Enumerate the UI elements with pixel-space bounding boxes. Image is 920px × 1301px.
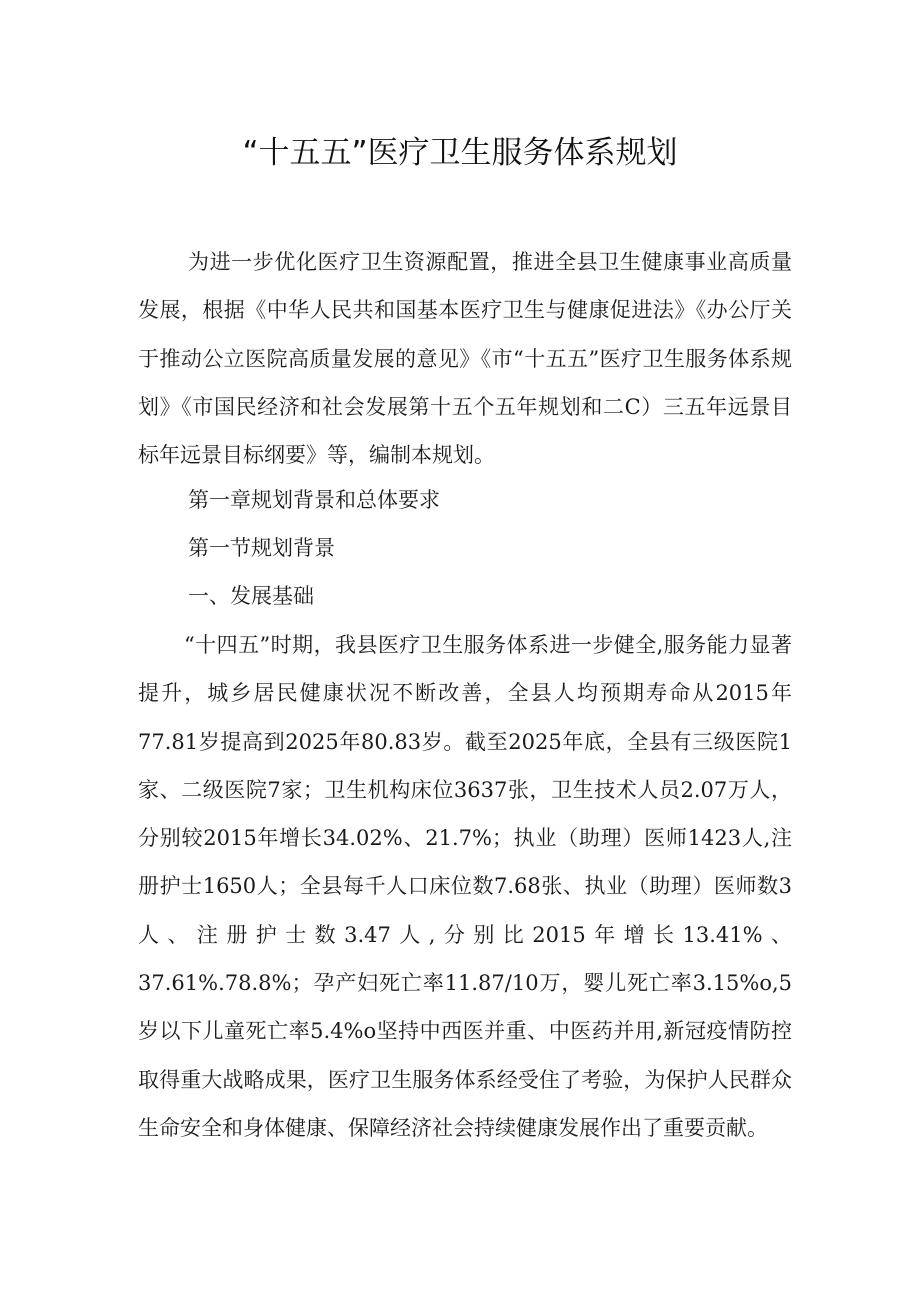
document-title: “十五五”医疗卫生服务体系规划 (242, 135, 678, 171)
section-heading: 第一节规划背景 (188, 536, 335, 560)
intro-paragraph: 为进一步优化医疗卫生资源配置，推进全县卫生健康事业高质量发展，根据《中华人民共和国基本医疗卫生与健康促进法》《办公厅关于推动公立医院高质量发展的意见》《市“十五五”医疗卫生服务体系规划》《市国民经济和社会发展第十五个五年规划和二C）三五年远景目标年远景目标纲要》等，编制本规划。 (138, 250, 792, 468)
chapter-heading: 第一章规划背景和总体要求 (188, 488, 440, 512)
development-basis-paragraph: “十四五”时期，我县医疗卫生服务体系进一步健全,服务能力显著提升，城乡居民健康状况不断改善，全县人均预期寿命从2015年77.81岁提高到2025年80.83岁。截至2025年底，全县有三级医院1家、二级医院7家；卫生机构床位3637张，卫生技术人员2.07万人，分别较2015年增长34.02%、21.7%；执业（助理）医师1423人,注册护士1650人；全县每千人口床位数7.68张、执业（助理）医师数3人、注册护士数3.47人,分别比2015年增长13.41%、37.61%.78.8%；孕产妇死亡率11.87/10万，婴儿死亡率3.15%o,5岁以下儿童死亡率5.4%o坚持中西医并重、中医药并用,新冠疫情防控取得重大战略成果，医疗卫生服务体系经受住了考验，为保护人民群众生命安全和身体健康、保障经济社会持续健康发展作出了重要贡献。 (138, 633, 792, 1140)
subsection-heading: 一、发展基础 (188, 584, 314, 608)
